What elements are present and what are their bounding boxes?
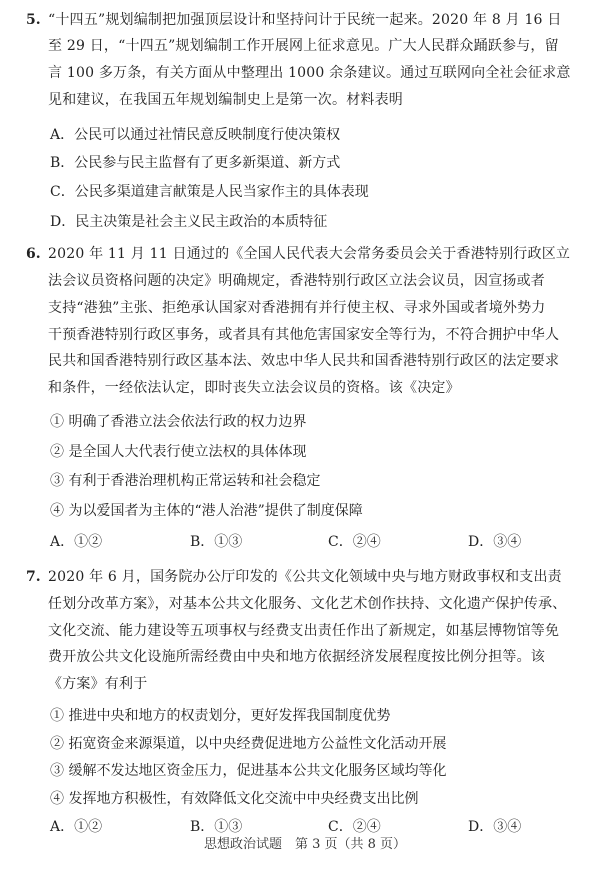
question-6-item-3: ③ 有利于香港治理机构正常运转和社会稳定 <box>50 473 321 490</box>
question-7-line-1: 2020 年 6 月，国务院办公厅印发的《公共文化领域中央与地方财政事权和支出责 <box>48 568 562 585</box>
question-6-choice-a: A．①② <box>50 534 103 551</box>
question-5-line-4: 见和建议，在我国五年规划编制史上是第一次。材料表明 <box>48 92 403 108</box>
question-7-choice-d: D．③④ <box>468 818 522 835</box>
question-7-choice-a: A．①② <box>50 818 103 835</box>
question-7-choice-c: C．②④ <box>328 818 381 835</box>
question-5-number: 5. <box>26 11 41 28</box>
question-6-choice-d: D．③④ <box>468 534 522 551</box>
question-6-choice-b: B．①③ <box>190 534 243 551</box>
question-7-item-1: ① 推进中央和地方的权责划分，更好发挥我国制度优势 <box>50 707 391 724</box>
question-6-item-1: ① 明确了香港立法会依法行政的权力边界 <box>50 413 307 430</box>
question-7-line-2: 任划分改革方案》，对基本公共文化服务、文化艺术创作扶持、文化遗产保护传承、 <box>48 595 567 612</box>
question-7-item-2: ② 拓宽资金来源渠道，以中央经费促进地方公益性文化活动开展 <box>50 735 447 752</box>
question-7-line-5: 《方案》有利于 <box>48 676 148 693</box>
question-7-number: 7. <box>26 568 41 585</box>
question-6-item-4: ④ 为以爱国者为主体的“港人治港”提供了制度保障 <box>50 502 363 519</box>
question-5-line-3: 言 100 多万条，有关方面从中整理出 1000 余条建议。通过互联网向全社会征求意 <box>48 65 571 82</box>
question-7-item-4: ④ 发挥地方积极性，有效降低文化交流中中央经费支出比例 <box>50 791 419 808</box>
question-6-line-1: 2020 年 11 月 11 日通过的《全国人民代表大会常务委员会关于香港特别行政区立 <box>48 246 571 263</box>
question-7-item-3: ③ 缓解不发达地区资金压力，促进基本公共文化服务区域均等化 <box>50 763 447 780</box>
question-6-choice-c: C．②④ <box>328 534 381 551</box>
question-5-option-d: D．民主决策是社会主义民主政治的本质特征 <box>50 213 328 230</box>
question-6-line-4: 干预香港特别行政区事务，或者具有其他危害国家安全等行为，不符合拥护中华人 <box>48 326 560 343</box>
question-6-line-6: 和条件，一经依法认定，即时丧失立法会议员的资格。该《决定》 <box>48 380 460 397</box>
question-5-option-b: B．公民参与民主监督有了更多新渠道、新方式 <box>50 155 341 172</box>
question-5-option-a: A．公民可以通过社情民意反映制度行使决策权 <box>50 126 341 143</box>
question-7-line-4: 费开放公共文化设施所需经费由中央和地方依据经济发展程度按比例分担等。该 <box>48 649 545 666</box>
question-6-line-5: 民共和国香港特别行政区基本法、效忠中华人民共和国香港特别行政区的法定要求 <box>48 353 560 370</box>
question-6-line-3: 支持“港独”主张、拒绝承认国家对香港拥有并行使主权、寻求外国或者境外势力 <box>48 299 546 316</box>
question-7-choice-b: B．①③ <box>190 818 243 835</box>
question-5-line-1: “十四五”规划编制把加强顶层设计和坚持问计于民统一起来。2020 年 8 月 16 日 <box>48 11 562 28</box>
question-6-item-2: ② 是全国人大代表行使立法权的具体体现 <box>50 443 307 460</box>
question-5-line-2: 至 29 日，“十四五”规划编制工作开展网上征求意见。广大人民群众踊跃参与，留 <box>48 38 559 55</box>
page-footer: 思想政治试题 第 3 页（共 8 页） <box>203 837 407 852</box>
question-5-option-c: C．公民多渠道建言献策是人民当家作主的具体表现 <box>50 183 369 200</box>
question-6-line-2: 法会议员资格问题的决定》明确规定，香港特别行政区立法会议员，因宣扬或者 <box>48 273 545 289</box>
question-6-number: 6. <box>26 246 41 263</box>
question-7-line-3: 文化交流、能力建设等五项事权与经费支出责任作出了新规定，如基层博物馆等免 <box>48 622 560 639</box>
